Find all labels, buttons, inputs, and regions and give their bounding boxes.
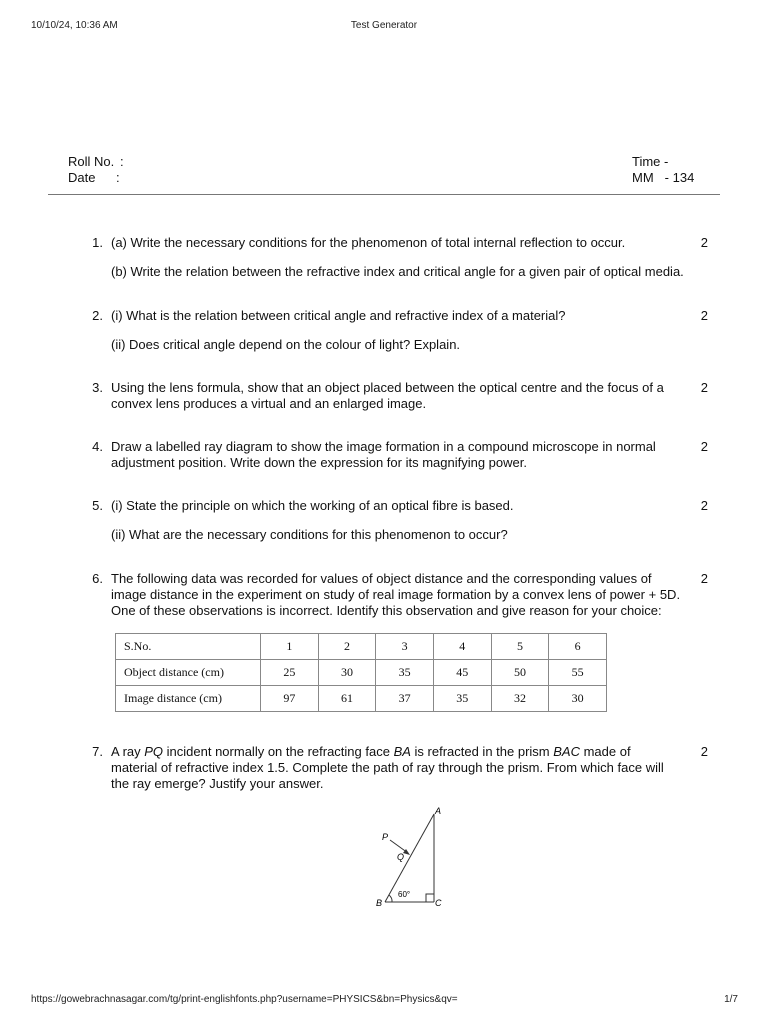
question-part-ii: (ii) Does critical angle depend on the colour of light? Explain. (111, 337, 461, 352)
table-row (116, 686, 607, 712)
question-part-i: (i) State the principle on which the working of an optical fibre is based. (111, 498, 514, 513)
question-line: the ray emerge? Justify your answer. (111, 776, 324, 791)
question-marks: 2 (700, 571, 708, 586)
table-cell: 45 (433, 660, 491, 686)
question-number: 1. (92, 235, 103, 250)
table-cell: 3 (376, 634, 434, 660)
table-cell: 30 (549, 686, 607, 712)
table-cell: Image distance (cm) (116, 686, 261, 712)
table-cell: 4 (433, 634, 491, 660)
question-part-i: (i) What is the relation between critical angle and refractive index of a material? (111, 308, 566, 323)
page-number: 1/7 (724, 994, 738, 1005)
table-cell: 55 (549, 660, 607, 686)
angle-label: 60° (398, 890, 411, 899)
table-row (116, 660, 607, 686)
roll-label: Roll No. (68, 154, 115, 169)
mm-label: MM (632, 170, 654, 185)
question-marks: 2 (700, 439, 708, 454)
table-cell: 97 (261, 686, 319, 712)
question-number: 4. (92, 439, 103, 454)
question-line: image distance in the experiment on study of real image formation by a convex lens of power + 5D. (111, 587, 681, 602)
question-line: A ray PQ incident normally on the refracting face BA is refracted in the prism BAC made of (111, 744, 631, 759)
header-divider (48, 194, 720, 195)
question-marks: 2 (700, 308, 708, 323)
question-marks: 2 (700, 380, 708, 395)
question-marks: 2 (700, 498, 708, 513)
table-cell: 25 (261, 660, 319, 686)
table-header-row (116, 634, 607, 660)
table-cell: 61 (318, 686, 376, 712)
point-q-label: Q (397, 852, 405, 862)
question-number: 3. (92, 380, 103, 395)
question-line: Draw a labelled ray diagram to show the image formation in a compound microscope in normal (111, 439, 656, 454)
table-cell: 35 (433, 686, 491, 712)
question-line: material of refractive index 1.5. Complete the path of ray through the prism. From which face will (111, 760, 664, 775)
vertex-c-label: C (435, 898, 442, 908)
question-number: 6. (92, 571, 103, 586)
exam-info (632, 154, 694, 186)
vertex-a-label: A (435, 806, 442, 816)
print-url: https://gowebrachnasagar.com/tg/print-englishfonts.php?username=PHYSICS&bn=Physics&qv= (31, 994, 458, 1005)
table-cell: 35 (376, 660, 434, 686)
observation-table (115, 633, 607, 712)
right-angle-mark (426, 894, 434, 902)
question-number: 7. (92, 744, 103, 759)
table-cell: 30 (318, 660, 376, 686)
table-cell: S.No. (116, 634, 261, 660)
table-cell: 32 (491, 686, 549, 712)
question-line: convex lens produces a virtual and an enlarged image. (111, 396, 427, 411)
print-datetime: 10/10/24, 10:36 AM (31, 20, 118, 31)
table-cell: 6 (549, 634, 607, 660)
table-cell: 5 (491, 634, 549, 660)
vertex-b-label: B (376, 898, 383, 908)
question-line: The following data was recorded for values of object distance and the corresponding values of (111, 571, 652, 586)
table-cell: 50 (491, 660, 549, 686)
roll-separator: : (120, 154, 124, 169)
point-p-label: P (382, 832, 389, 842)
question-line: One of these observations is incorrect. Identify this observation and give reason for your choice: (111, 603, 662, 618)
prism-face-ba (385, 814, 434, 902)
question-part-ii: (ii) What are the necessary conditions for this phenomenon to occur? (111, 527, 508, 542)
mm-value: - 134 (664, 170, 695, 185)
student-info (68, 154, 124, 186)
question-marks: 2 (700, 235, 708, 250)
date-separator: : (116, 170, 120, 185)
question-marks: 2 (700, 744, 708, 759)
prism-diagram (360, 800, 460, 912)
date-label: Date (68, 170, 96, 185)
print-title: Test Generator (350, 20, 418, 31)
table-cell: Object distance (cm) (116, 660, 261, 686)
time-label: Time - (632, 154, 669, 169)
question-number: 2. (92, 308, 103, 323)
angle-arc (389, 895, 392, 902)
question-part-a: (a) Write the necessary conditions for the phenomenon of total internal reflection to occur. (111, 235, 626, 250)
question-number: 5. (92, 498, 103, 513)
question-line: Using the lens formula, show that an object placed between the optical centre and the focus of a (111, 380, 664, 395)
table-cell: 2 (318, 634, 376, 660)
question-part-b: (b) Write the relation between the refractive index and critical angle for a given pair of optical media. (111, 264, 684, 279)
table-cell: 37 (376, 686, 434, 712)
question-line: adjustment position. Write down the expression for its magnifying power. (111, 455, 527, 470)
table-cell: 1 (261, 634, 319, 660)
